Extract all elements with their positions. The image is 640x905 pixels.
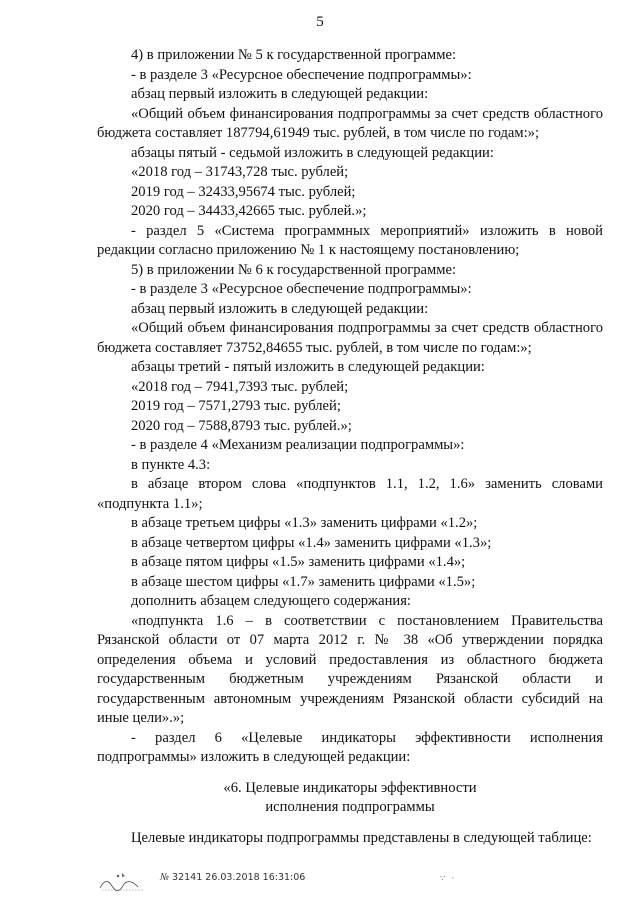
paragraph: в абзаце шестом цифры «1.7» заменить цифрами «1.5»; bbox=[131, 573, 476, 590]
page-number: 5 bbox=[316, 14, 324, 30]
paragraph: 2019 год – 7571,2793 тыс. рублей; bbox=[131, 398, 341, 414]
scan-mark: ∵ · bbox=[440, 874, 457, 883]
paragraph: в абзаце третьем цифры «1.3» заменить цифрами «1.2»; bbox=[131, 515, 478, 531]
paragraph: - в разделе 3 «Ресурсное обеспечение подпрограммы»: bbox=[131, 66, 472, 83]
paragraph: абзац первый изложить в следующей редакции: bbox=[131, 300, 429, 317]
paragraph: - в разделе 3 «Ресурсное обеспечение подпрограммы»: bbox=[131, 281, 472, 297]
number-sign: № bbox=[160, 872, 169, 883]
paragraph: «подпункта 1.6 – в соответствии с постановлением Правительства Рязанской области от 07 марта 2012 г. № 38 «Об утверждении порядка определения объема и условий предоставления из областного бюджета государственным бюджетным учреждениям Рязанской области и государственным автономным учреждениям Рязанской области субсидий на иные цели».»; bbox=[97, 612, 603, 726]
paragraph: абзац первый изложить в следующей редакции: bbox=[131, 86, 429, 102]
paragraph: 5) в приложении № 6 к государственной программе: bbox=[131, 261, 457, 278]
electronic-stamp-icon bbox=[98, 870, 148, 892]
document-body bbox=[97, 46, 603, 848]
paragraph: «Общий объем финансирования подпрограммы за счет средств областного бюджета составляет 187794,61949 тыс. рублей, в том числе по годам:»; bbox=[97, 105, 603, 141]
paragraph: 4) в приложении № 5 к государственной программе: bbox=[131, 47, 457, 63]
paragraph: в пункте 4.3: bbox=[131, 456, 211, 473]
paragraph: - в разделе 4 «Механизм реализации подпрограммы»: bbox=[131, 437, 465, 453]
spacer bbox=[97, 818, 603, 829]
section-heading-line: исполнения подпрограммы bbox=[265, 799, 435, 815]
paragraph: 2020 год – 7588,8793 тыс. рублей.»; bbox=[131, 417, 352, 434]
closing-paragraph: Целевые индикаторы подпрограммы представлены в следующей таблице: bbox=[131, 829, 592, 846]
paragraph: - раздел 5 «Система программных мероприятий» изложить в новой редакции согласно приложению № 1 к настоящему постановлению; bbox=[97, 222, 603, 258]
paragraph: «2018 год – 7941,7393 тыс. рублей; bbox=[131, 378, 349, 395]
registration-number: 32141 26.03.2018 16:31:06 bbox=[172, 872, 306, 883]
paragraph: дополнить абзацем следующего содержания: bbox=[131, 593, 411, 609]
section-heading-line: «6. Целевые индикаторы эффективности bbox=[223, 779, 477, 796]
paragraph: в абзаце пятом цифры «1.5» заменить цифрами «1.4»; bbox=[131, 554, 466, 570]
footer bbox=[0, 870, 640, 900]
paragraph: в абзаце втором слова «подпунктов 1.1, 1.2, 1.6» заменить словами «подпункта 1.1»; bbox=[97, 476, 603, 512]
paragraph: «2018 год – 31743,728 тыс. рублей; bbox=[131, 164, 349, 180]
spacer bbox=[97, 768, 603, 779]
registration-stamp bbox=[160, 872, 305, 883]
paragraph: абзацы третий - пятый изложить в следующей редакции: bbox=[131, 359, 485, 375]
paragraph: 2020 год – 34433,42665 тыс. рублей.»; bbox=[131, 203, 367, 219]
paragraph: «Общий объем финансирования подпрограммы за счет средств областного бюджета составляет 73752,84655 тыс. рублей, в том числе по годам:»; bbox=[97, 320, 603, 356]
paragraph: абзацы пятый - седьмой изложить в следующей редакции: bbox=[131, 144, 494, 161]
paragraph: - раздел 6 «Целевые индикаторы эффективности исполнения подпрограммы» изложить в следующей редакции: bbox=[97, 729, 603, 765]
paragraph: в абзаце четвертом цифры «1.4» заменить цифрами «1.3»; bbox=[131, 534, 492, 551]
paragraph: 2019 год – 32433,95674 тыс. рублей; bbox=[131, 183, 356, 200]
